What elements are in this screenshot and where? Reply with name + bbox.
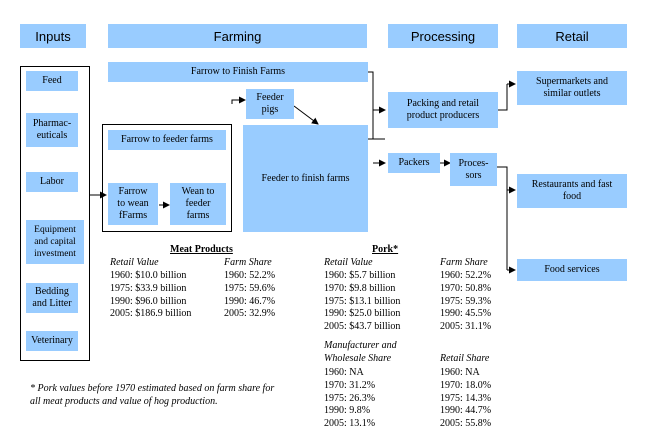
pork-farm-share-2005: 2005: 31.1%	[440, 321, 492, 333]
pork-retail-shares	[440, 367, 491, 431]
pork-farm-share-1975: 1975: 59.3%	[440, 295, 492, 307]
line-processors-spine	[497, 167, 507, 270]
pork-retail-share-1990: 1990: 44.7%	[440, 405, 492, 417]
farrow-to-feeder-farms: Farrow to feeder farms	[108, 130, 226, 150]
pork-retail-value-1970: 1970: $9.8 billion	[324, 282, 396, 294]
meat-farm-share-1975: 1975: 59.6%	[224, 282, 276, 294]
meat-farm-share-header: Farm Share	[224, 257, 272, 268]
pork-mw-share-2005: 2005: 13.1%	[324, 418, 376, 430]
input-pharmaceuticals: Pharmac- euticals	[26, 113, 78, 147]
meat-retail-value-1975: 1975: $33.9 billion	[110, 282, 187, 294]
pork-retail-value-header: Retail Value	[324, 257, 373, 268]
line-packing-spine	[497, 84, 507, 110]
pork-retail-values	[324, 270, 400, 334]
processors: Proces- sors	[450, 153, 497, 186]
header-inputs: Inputs	[20, 24, 86, 48]
feeder-to-finish-farms: Feeder to finish farms	[243, 125, 368, 232]
pork-farm-shares	[440, 270, 491, 334]
header-farming: Farming	[108, 24, 367, 48]
pork-retail-share-1970: 1970: 18.0%	[440, 379, 492, 391]
retail-food-services: Food services	[517, 259, 627, 281]
pork-farm-share-1990: 1990: 45.5%	[440, 308, 492, 320]
pork-retail-share-2005: 2005: 55.8%	[440, 418, 492, 430]
feeder-pigs: Feeder pigs	[246, 89, 294, 119]
pork-retail-value-1960: 1960: $5.7 billion	[324, 270, 396, 281]
meat-farm-shares	[224, 270, 275, 321]
meat-farm-share-2005: 2005: 32.9%	[224, 308, 276, 320]
pork-farm-share-1970: 1970: 50.8%	[440, 282, 492, 294]
pork-retail-share-1960: 1960: NA	[440, 367, 480, 378]
pork-retail-value-1990: 1990: $25.0 billion	[324, 308, 401, 320]
input-veterinary: Veterinary	[26, 331, 78, 351]
pork-mw-share-1970: 1970: 31.2%	[324, 379, 376, 391]
input-equipment: Equipment and capital investment	[26, 220, 84, 264]
pork-farm-share-header: Farm Share	[440, 257, 488, 268]
pork-mw-share-1990: 1990: 9.8%	[324, 405, 371, 417]
pork-retail-share-1975: 1975: 14.3%	[440, 392, 492, 404]
header-retail: Retail	[517, 24, 627, 48]
meat-retail-value-header: Retail Value	[110, 257, 159, 268]
pork-mw-share-header: Manufacturer and Wholesale Share	[324, 340, 397, 364]
wean-to-feeder-farms: Wean to feeder farms	[170, 183, 226, 225]
arrow-feeder-pigs-to-finish	[294, 106, 318, 124]
meat-farm-share-1960: 1960: 52.2%	[224, 270, 276, 281]
input-feed: Feed	[26, 71, 78, 91]
meat-retail-value-1990: 1990: $96.0 billion	[110, 295, 187, 307]
pork-mw-share-1975: 1975: 26.3%	[324, 392, 376, 404]
input-bedding: Bedding and Litter	[26, 283, 78, 313]
packing-retail-producers: Packing and retail product producers	[388, 92, 498, 128]
footnote: * Pork values before 1970 estimated based on farm share for all meat products and value of hog production.	[30, 383, 275, 407]
pork-mw-shares	[324, 367, 375, 431]
pork-title: Pork*	[372, 244, 399, 255]
meat-retail-values	[110, 270, 191, 321]
retail-restaurants: Restaurants and fast food	[517, 174, 627, 208]
packers: Packers	[388, 153, 440, 173]
meat-products-title: Meat Products	[170, 244, 233, 255]
arrow-farrow-finish-to-processing	[368, 72, 385, 139]
input-labor: Labor	[26, 172, 78, 192]
retail-supermarkets: Supermarkets and similar outlets	[517, 71, 627, 105]
meat-retail-value-2005: 2005: $186.9 billion	[110, 308, 192, 320]
pork-retail-value-2005: 2005: $43.7 billion	[324, 321, 401, 333]
pork-farm-share-1960: 1960: 52.2%	[440, 270, 492, 281]
farrow-to-wean-farms: Farrow to wean fFarms	[108, 183, 158, 225]
inputs-frame	[20, 66, 90, 361]
meat-farm-share-1990: 1990: 46.7%	[224, 295, 276, 307]
farrow-to-finish-farms: Farrow to Finish Farms	[108, 62, 368, 82]
header-processing: Processing	[388, 24, 498, 48]
arrow-to-feeder-pigs	[232, 100, 245, 104]
pork-retail-share-header: Retail Share	[440, 353, 490, 364]
pork-retail-value-1975: 1975: $13.1 billion	[324, 295, 401, 307]
pork-mw-share-1960: 1960: NA	[324, 367, 364, 378]
meat-retail-value-1960: 1960: $10.0 billion	[110, 270, 187, 281]
